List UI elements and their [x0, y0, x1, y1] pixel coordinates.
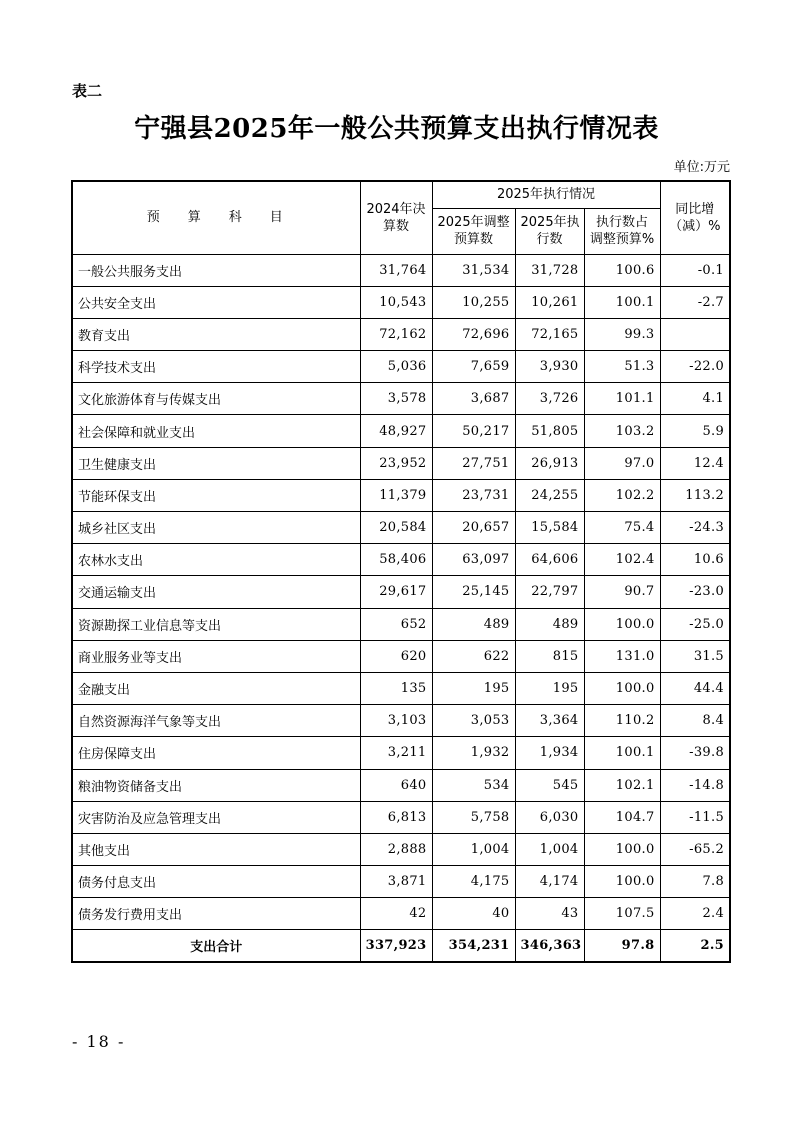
header-adjusted: [432, 208, 515, 254]
table-row: [72, 737, 730, 769]
row-yoy: -11.5: [660, 801, 730, 833]
table-row: [72, 351, 730, 383]
row-name: 粮油物资储备支出: [72, 769, 360, 801]
table-row: [72, 833, 730, 865]
row-executed: 43: [515, 898, 584, 930]
header-executed-line1: 2025年执: [520, 215, 580, 230]
row-ratio: 100.6: [584, 254, 660, 286]
row-executed: 4,174: [515, 866, 584, 898]
row-name: 资源勘探工业信息等支出: [72, 608, 360, 640]
header-ratio-line2: 调整预算%: [589, 232, 655, 247]
row-name: 科学技术支出: [72, 351, 360, 383]
budget-table: [71, 180, 731, 963]
row-yoy: 10.6: [660, 544, 730, 576]
table-row: [72, 479, 730, 511]
row-name: 公共安全支出: [72, 286, 360, 318]
row-ratio: 100.1: [584, 286, 660, 318]
row-adjusted: 489: [432, 608, 515, 640]
row-final-2024: 58,406: [360, 544, 432, 576]
row-executed: 1,004: [515, 833, 584, 865]
table-row: [72, 383, 730, 415]
row-final-2024: 3,578: [360, 383, 432, 415]
row-name: 一般公共服务支出: [72, 254, 360, 286]
row-yoy: 31.5: [660, 640, 730, 672]
table-row: [72, 640, 730, 672]
row-executed: 31,728: [515, 254, 584, 286]
row-ratio: 102.1: [584, 769, 660, 801]
row-final-2024: 2,888: [360, 833, 432, 865]
row-name: 自然资源海洋气象等支出: [72, 705, 360, 737]
row-final-2024: 20,584: [360, 512, 432, 544]
row-adjusted: 23,731: [432, 479, 515, 511]
header-yoy: [660, 181, 730, 254]
row-ratio: 101.1: [584, 383, 660, 415]
row-ratio: 107.5: [584, 898, 660, 930]
row-adjusted: 31,534: [432, 254, 515, 286]
row-yoy: -0.1: [660, 254, 730, 286]
table-row: [72, 608, 730, 640]
row-yoy: 4.1: [660, 383, 730, 415]
row-name: 农林水支出: [72, 544, 360, 576]
row-ratio: 100.0: [584, 833, 660, 865]
row-name: 文化旅游体育与传媒支出: [72, 383, 360, 415]
header-exec-2025: 2025年执行情况: [432, 181, 660, 208]
row-name: 住房保障支出: [72, 737, 360, 769]
row-executed: 815: [515, 640, 584, 672]
header-executed-line2: 行数: [536, 232, 563, 247]
row-executed: 3,930: [515, 351, 584, 383]
row-final-2024: 10,543: [360, 286, 432, 318]
header-yoy-line2: （减）%: [669, 218, 721, 234]
row-yoy: 113.2: [660, 479, 730, 511]
row-final-2024: 3,871: [360, 866, 432, 898]
row-final-2024: 6,813: [360, 801, 432, 833]
header-adjusted-line1: 2025年调整: [437, 215, 510, 230]
row-executed: 3,726: [515, 383, 584, 415]
row-executed: 64,606: [515, 544, 584, 576]
row-yoy: 7.8: [660, 866, 730, 898]
table-row: [72, 769, 730, 801]
row-name: 商业服务业等支出: [72, 640, 360, 672]
unit-label: 单位:万元: [673, 160, 730, 175]
row-ratio: 110.2: [584, 705, 660, 737]
row-executed: 3,364: [515, 705, 584, 737]
table-row: [72, 866, 730, 898]
total-executed: 346,363: [515, 930, 584, 963]
table-row: [72, 544, 730, 576]
row-yoy: 5.9: [660, 415, 730, 447]
page-title: 宁强县2025年一般公共预算支出执行情况表: [134, 114, 659, 144]
total-adjusted: 354,231: [432, 930, 515, 963]
row-final-2024: 23,952: [360, 447, 432, 479]
row-ratio: 100.0: [584, 866, 660, 898]
row-name: 债务发行费用支出: [72, 898, 360, 930]
row-ratio: 104.7: [584, 801, 660, 833]
header-final-2024-line1: 2024年决: [366, 201, 426, 217]
row-ratio: 103.2: [584, 415, 660, 447]
row-ratio: 97.0: [584, 447, 660, 479]
header-ratio-line1: 执行数占: [596, 215, 649, 230]
row-name: 其他支出: [72, 833, 360, 865]
row-ratio: 75.4: [584, 512, 660, 544]
header-yoy-line1: 同比增: [675, 201, 715, 217]
row-yoy: [660, 318, 730, 350]
row-executed: 545: [515, 769, 584, 801]
row-ratio: 102.2: [584, 479, 660, 511]
total-ratio: 97.8: [584, 930, 660, 963]
page-number: - 18 -: [72, 1032, 126, 1051]
row-adjusted: 50,217: [432, 415, 515, 447]
row-executed: 1,934: [515, 737, 584, 769]
row-executed: 51,805: [515, 415, 584, 447]
row-executed: 72,165: [515, 318, 584, 350]
row-adjusted: 25,145: [432, 576, 515, 608]
table-row: [72, 898, 730, 930]
row-adjusted: 5,758: [432, 801, 515, 833]
row-final-2024: 31,764: [360, 254, 432, 286]
total-label: 支出合计: [72, 930, 360, 963]
row-final-2024: 42: [360, 898, 432, 930]
row-name: 金融支出: [72, 672, 360, 704]
row-adjusted: 4,175: [432, 866, 515, 898]
row-executed: 489: [515, 608, 584, 640]
row-final-2024: 3,211: [360, 737, 432, 769]
row-name: 城乡社区支出: [72, 512, 360, 544]
table-row: [72, 512, 730, 544]
table-row: [72, 415, 730, 447]
table-row: [72, 318, 730, 350]
header-executed: [515, 208, 584, 254]
table-row: [72, 447, 730, 479]
table-row: [72, 286, 730, 318]
header-ratio: [584, 208, 660, 254]
row-name: 债务付息支出: [72, 866, 360, 898]
row-adjusted: 622: [432, 640, 515, 672]
row-name: 社会保障和就业支出: [72, 415, 360, 447]
row-yoy: -25.0: [660, 608, 730, 640]
row-executed: 10,261: [515, 286, 584, 318]
row-adjusted: 40: [432, 898, 515, 930]
row-final-2024: 11,379: [360, 479, 432, 511]
total-final-2024: 337,923: [360, 930, 432, 963]
table-body: [72, 254, 730, 930]
row-final-2024: 5,036: [360, 351, 432, 383]
table-row: [72, 672, 730, 704]
row-yoy: 44.4: [660, 672, 730, 704]
row-yoy: -24.3: [660, 512, 730, 544]
row-final-2024: 48,927: [360, 415, 432, 447]
row-adjusted: 1,004: [432, 833, 515, 865]
row-executed: 6,030: [515, 801, 584, 833]
header-final-2024-line2: 算数: [382, 218, 409, 234]
row-executed: 22,797: [515, 576, 584, 608]
row-ratio: 131.0: [584, 640, 660, 672]
header-subject: 预算科目: [72, 181, 360, 254]
row-ratio: 99.3: [584, 318, 660, 350]
row-final-2024: 640: [360, 769, 432, 801]
table-label: 表二: [72, 82, 103, 100]
row-name: 交通运输支出: [72, 576, 360, 608]
row-adjusted: 72,696: [432, 318, 515, 350]
row-ratio: 100.1: [584, 737, 660, 769]
row-adjusted: 1,932: [432, 737, 515, 769]
row-yoy: -65.2: [660, 833, 730, 865]
row-adjusted: 3,053: [432, 705, 515, 737]
row-name: 节能环保支出: [72, 479, 360, 511]
table-row: [72, 801, 730, 833]
row-final-2024: 29,617: [360, 576, 432, 608]
row-ratio: 100.0: [584, 608, 660, 640]
table-row: [72, 705, 730, 737]
row-adjusted: 63,097: [432, 544, 515, 576]
row-final-2024: 652: [360, 608, 432, 640]
row-yoy: 12.4: [660, 447, 730, 479]
header-adjusted-line2: 预算数: [453, 232, 493, 247]
row-yoy: -14.8: [660, 769, 730, 801]
row-name: 教育支出: [72, 318, 360, 350]
header-final-2024: [360, 181, 432, 254]
row-yoy: -2.7: [660, 286, 730, 318]
row-adjusted: 534: [432, 769, 515, 801]
row-yoy: -22.0: [660, 351, 730, 383]
row-final-2024: 3,103: [360, 705, 432, 737]
total-yoy: 2.5: [660, 930, 730, 963]
row-yoy: -23.0: [660, 576, 730, 608]
row-adjusted: 27,751: [432, 447, 515, 479]
table-row: [72, 254, 730, 286]
row-yoy: -39.8: [660, 737, 730, 769]
row-name: 灾害防治及应急管理支出: [72, 801, 360, 833]
row-executed: 26,913: [515, 447, 584, 479]
row-executed: 195: [515, 672, 584, 704]
row-ratio: 51.3: [584, 351, 660, 383]
row-adjusted: 7,659: [432, 351, 515, 383]
row-final-2024: 620: [360, 640, 432, 672]
row-final-2024: 135: [360, 672, 432, 704]
row-ratio: 100.0: [584, 672, 660, 704]
row-adjusted: 195: [432, 672, 515, 704]
row-ratio: 102.4: [584, 544, 660, 576]
row-adjusted: 20,657: [432, 512, 515, 544]
row-final-2024: 72,162: [360, 318, 432, 350]
row-adjusted: 10,255: [432, 286, 515, 318]
table-row: [72, 576, 730, 608]
row-yoy: 2.4: [660, 898, 730, 930]
row-yoy: 8.4: [660, 705, 730, 737]
row-executed: 24,255: [515, 479, 584, 511]
total-row: [72, 930, 730, 963]
row-name: 卫生健康支出: [72, 447, 360, 479]
row-ratio: 90.7: [584, 576, 660, 608]
row-executed: 15,584: [515, 512, 584, 544]
row-adjusted: 3,687: [432, 383, 515, 415]
